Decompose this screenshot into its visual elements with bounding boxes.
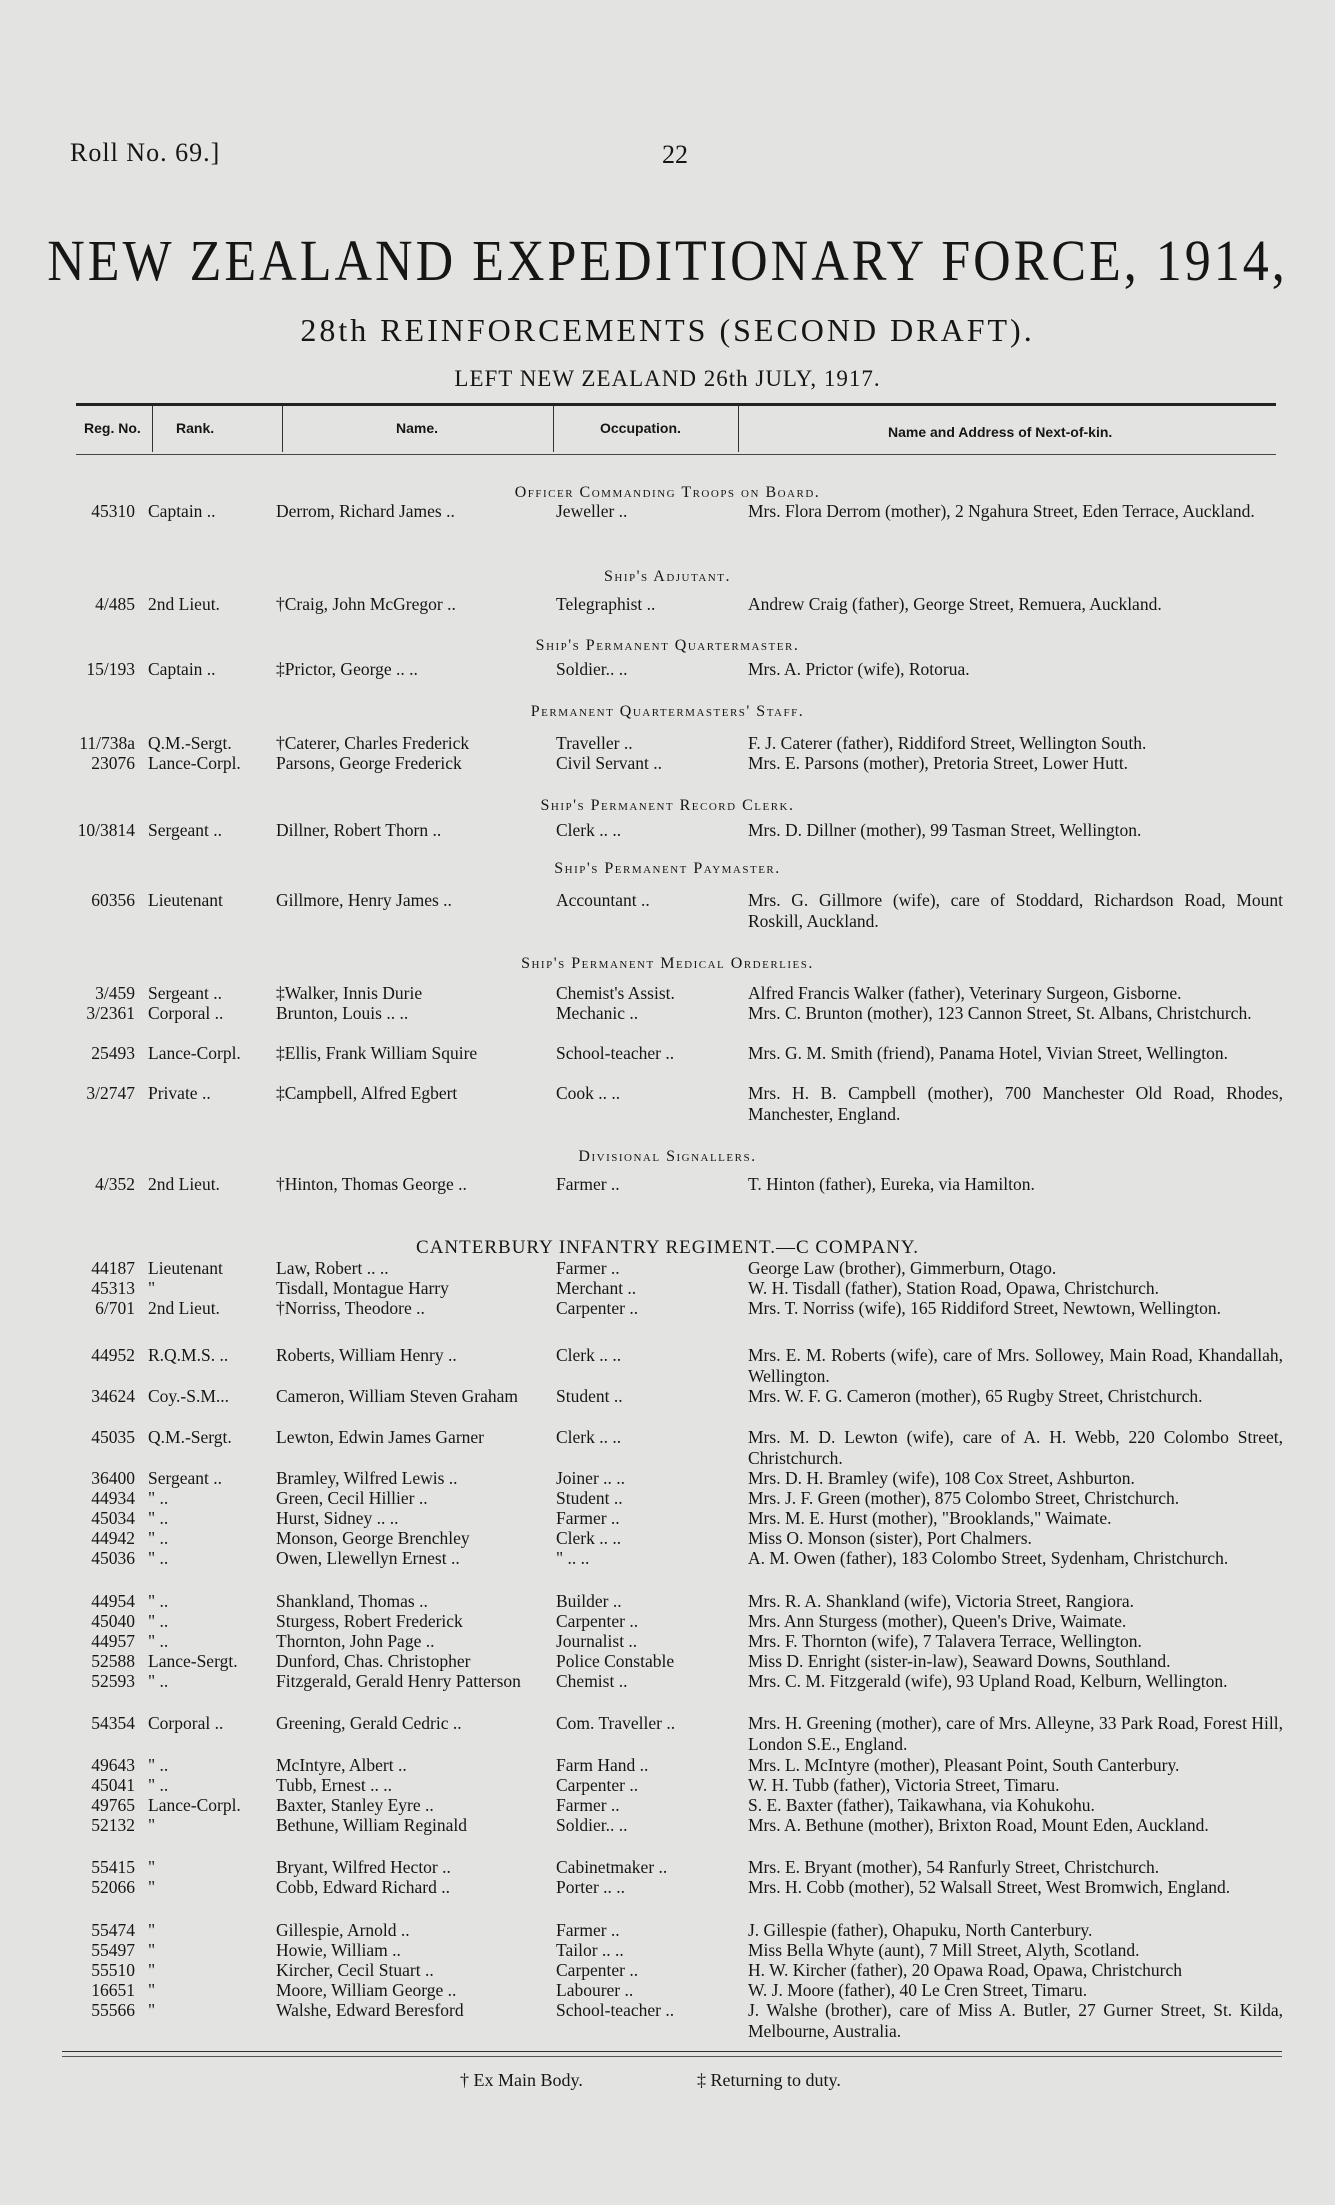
occupation: School-teacher .. (556, 1043, 675, 1063)
rank: " (148, 1960, 156, 1980)
soldier-name: Law, Robert .. .. (276, 1258, 389, 1278)
rank: " (148, 1940, 156, 1960)
page-subtitle: 28th REINFORCEMENTS (SECOND DRAFT). (300, 312, 1035, 348)
reg-number: 52593 (91, 1671, 135, 1691)
next-of-kin: F. J. Caterer (father), Riddiford Street, Wellington South. (748, 733, 1147, 753)
reg-number: 10/3814 (77, 820, 135, 840)
soldier-name: ‡Prictor, George .. .. (276, 659, 418, 679)
next-of-kin: W. H. Tubb (father), Victoria Street, Timaru. (748, 1775, 1060, 1795)
rank: " .. (148, 1611, 169, 1631)
reg-number: 55566 (91, 2000, 135, 2020)
reg-number: 6/701 (95, 1298, 135, 1318)
rank: Lieutenant (148, 890, 223, 910)
reg-number: 49643 (91, 1755, 135, 1775)
next-of-kin: S. E. Baxter (father), Taikawhana, via Kohukohu. (748, 1795, 1095, 1815)
next-of-kin: Mrs. C. M. Fitzgerald (wife), 93 Upland Road, Kelburn, Wellington. (748, 1671, 1228, 1691)
next-of-kin: Mrs. R. A. Shankland (wife), Victoria Street, Rangiora. (748, 1591, 1134, 1611)
occupation: Mechanic .. (556, 1003, 639, 1023)
next-of-kin: Mrs. T. Norriss (wife), 165 Riddiford Street, Newtown, Wellington. (748, 1298, 1221, 1318)
next-of-kin: Mrs. F. Thornton (wife), 7 Talavera Terrace, Wellington. (748, 1631, 1142, 1651)
occupation: Student .. (556, 1386, 623, 1406)
soldier-name: Green, Cecil Hillier .. (276, 1488, 428, 1508)
next-of-kin: Mrs. H. Cobb (mother), 52 Walsall Street, West Bromwich, England. (748, 1877, 1231, 1897)
occupation: Farmer .. (556, 1174, 620, 1194)
rank: " .. (148, 1775, 169, 1795)
reg-number: 55497 (91, 1940, 135, 1960)
roll-number: Roll No. 69.] (70, 138, 221, 167)
reg-number: 55474 (91, 1920, 135, 1940)
occupation: Police Constable (556, 1651, 675, 1671)
rank: " .. (148, 1488, 169, 1508)
section-heading: Ship's Permanent Record Clerk. (540, 797, 795, 814)
next-of-kin: Mrs. M. D. Lewton (wife), care of A. H. Webb, 220 Colombo Street, Christchurch. (748, 1427, 1283, 1468)
occupation: Tailor .. .. (556, 1940, 624, 1960)
rank: " (148, 1278, 156, 1298)
departure-date: LEFT NEW ZEALAND 26th JULY, 1917. (454, 366, 881, 391)
rank: Captain .. (148, 659, 216, 679)
header-reg: Reg. No. (84, 420, 141, 436)
occupation: Farmer .. (556, 1508, 620, 1528)
soldier-name: Thornton, John Page .. (276, 1631, 435, 1651)
next-of-kin: T. Hinton (father), Eureka, via Hamilton. (748, 1174, 1035, 1194)
occupation: Farm Hand .. (556, 1755, 649, 1775)
reg-number: 16651 (91, 1980, 135, 2000)
occupation: Jeweller .. (556, 501, 628, 521)
soldier-name: Moore, William George .. (276, 1980, 457, 2000)
rank: " .. (148, 1508, 169, 1528)
soldier-name: †Caterer, Charles Frederick (276, 733, 470, 753)
header-divider (738, 406, 739, 452)
soldier-name: Dunford, Chas. Christopher (276, 1651, 471, 1671)
rank: " (148, 1920, 156, 1940)
reg-number: 44952 (91, 1345, 135, 1365)
header-divider (282, 406, 283, 452)
section-heading: Permanent Quartermasters' Staff. (530, 703, 805, 720)
soldier-name: Walshe, Edward Beresford (276, 2000, 464, 2020)
occupation: " .. .. (556, 1548, 590, 1568)
soldier-name: Tubb, Ernest .. .. (276, 1775, 393, 1795)
reg-number: 25493 (91, 1043, 135, 1063)
soldier-name: Brunton, Louis .. .. (276, 1003, 409, 1023)
soldier-name: ‡Ellis, Frank William Squire (276, 1043, 478, 1063)
rank: " .. (148, 1631, 169, 1651)
rank: " (148, 1857, 156, 1877)
next-of-kin: Miss Bella Whyte (aunt), 7 Mill Street, Alyth, Scotland. (748, 1940, 1140, 1960)
next-of-kin: Miss O. Monson (sister), Port Chalmers. (748, 1528, 1032, 1548)
soldier-name: Derrom, Richard James .. (276, 501, 455, 521)
section-heading: Ship's Adjutant. (604, 568, 731, 585)
occupation: School-teacher .. (556, 2000, 675, 2020)
rank: 2nd Lieut. (148, 594, 220, 614)
reg-number: 3/459 (95, 983, 135, 1003)
occupation: Soldier.. .. (556, 1815, 628, 1835)
reg-number: 4/485 (95, 594, 135, 614)
next-of-kin: Mrs. H. B. Campbell (mother), 700 Manchester Old Road, Rhodes, Manchester, England. (748, 1083, 1283, 1124)
next-of-kin: Alfred Francis Walker (father), Veterinary Surgeon, Gisborne. (748, 983, 1182, 1003)
reg-number: 44934 (91, 1488, 135, 1508)
occupation: Farmer .. (556, 1258, 620, 1278)
occupation: Cabinetmaker .. (556, 1857, 668, 1877)
occupation: Porter .. .. (556, 1877, 626, 1897)
occupation: Clerk .. .. (556, 820, 622, 840)
rank: Private .. (148, 1083, 211, 1103)
legend-returning-to-duty: ‡ Returning to duty. (697, 2070, 841, 2090)
soldier-name: †Craig, John McGregor .. (276, 594, 456, 614)
section-heading: Ship's Permanent Medical Orderlies. (521, 955, 814, 972)
next-of-kin: Mrs. J. F. Green (mother), 875 Colombo Street, Christchurch. (748, 1488, 1180, 1508)
occupation: Telegraphist .. (556, 594, 656, 614)
rank: " .. (148, 1528, 169, 1548)
soldier-name: ‡Walker, Innis Durie (276, 983, 423, 1003)
section-heading: Ship's Permanent Paymaster. (554, 860, 781, 877)
occupation: Builder .. (556, 1591, 622, 1611)
rank: " .. (148, 1548, 169, 1568)
reg-number: 49765 (91, 1795, 135, 1815)
reg-number: 52588 (91, 1651, 135, 1671)
rank: Sergeant .. (148, 820, 223, 840)
soldier-name: Fitzgerald, Gerald Henry Patterson (276, 1671, 521, 1691)
rank: " .. (148, 1671, 169, 1691)
rank: Lieutenant (148, 1258, 223, 1278)
occupation: Farmer .. (556, 1920, 620, 1940)
rank: " .. (148, 1591, 169, 1611)
occupation: Joiner .. .. (556, 1468, 626, 1488)
rank: Corporal .. (148, 1003, 224, 1023)
soldier-name: Cobb, Edward Richard .. (276, 1877, 450, 1897)
section-heading: Officer Commanding Troops on Board. (514, 484, 821, 501)
reg-number: 4/352 (95, 1174, 135, 1194)
next-of-kin: Mrs. H. Greening (mother), care of Mrs. Alleyne, 33 Park Road, Forest Hill, London S.E., England. (748, 1713, 1283, 1754)
soldier-name: Owen, Llewellyn Ernest .. (276, 1548, 460, 1568)
soldier-name: Bryant, Wilfred Hector .. (276, 1857, 451, 1877)
rank: Sergeant .. (148, 983, 223, 1003)
reg-number: 55510 (91, 1960, 135, 1980)
occupation: Com. Traveller .. (556, 1713, 676, 1733)
occupation: Student .. (556, 1488, 623, 1508)
header-rank: Rank. (176, 420, 215, 436)
header-divider (152, 406, 153, 452)
occupation: Clerk .. .. (556, 1427, 622, 1447)
occupation: Labourer .. (556, 1980, 634, 2000)
reg-number: 45313 (91, 1278, 135, 1298)
rank: Q.M.-Sergt. (148, 733, 232, 753)
next-of-kin: Mrs. D. Dillner (mother), 99 Tasman Street, Wellington. (748, 820, 1142, 840)
next-of-kin: H. W. Kircher (father), 20 Opawa Road, Opawa, Christchurch (748, 1960, 1182, 1980)
next-of-kin: W. J. Moore (father), 40 Le Cren Street, Timaru. (748, 1980, 1088, 2000)
reg-number: 45036 (91, 1548, 135, 1568)
occupation: Carpenter .. (556, 1611, 639, 1631)
reg-number: 45041 (91, 1775, 135, 1795)
soldier-name: Bramley, Wilfred Lewis .. (276, 1468, 458, 1488)
reg-number: 34624 (91, 1386, 135, 1406)
occupation: Soldier.. .. (556, 659, 628, 679)
soldier-name: Shankland, Thomas .. (276, 1591, 428, 1611)
occupation: Chemist .. (556, 1671, 628, 1691)
occupation: Clerk .. .. (556, 1345, 622, 1365)
soldier-name: Gillmore, Henry James .. (276, 890, 452, 910)
reg-number: 55415 (91, 1857, 135, 1877)
next-of-kin: Mrs. Ann Sturgess (mother), Queen's Drive, Waimate. (748, 1611, 1127, 1631)
soldier-name: Kircher, Cecil Stuart .. (276, 1960, 434, 1980)
reg-number: 45310 (91, 501, 135, 521)
next-of-kin: Mrs. M. E. Hurst (mother), "Brooklands," Waimate. (748, 1508, 1112, 1528)
soldier-name: Howie, William .. (276, 1940, 401, 1960)
next-of-kin: Mrs. E. Parsons (mother), Pretoria Street, Lower Hutt. (748, 753, 1129, 773)
next-of-kin: George Law (brother), Gimmerburn, Otago. (748, 1258, 1057, 1278)
reg-number: 45034 (91, 1508, 135, 1528)
rank: 2nd Lieut. (148, 1298, 220, 1318)
reg-number: 3/2747 (86, 1083, 135, 1103)
soldier-name: Lewton, Edwin James Garner (276, 1427, 484, 1447)
reg-number: 52132 (91, 1815, 135, 1835)
soldier-name: McIntyre, Albert .. (276, 1755, 407, 1775)
soldier-name: Hurst, Sidney .. .. (276, 1508, 399, 1528)
rank: Lance-Corpl. (148, 753, 241, 773)
occupation: Accountant .. (556, 890, 650, 910)
reg-number: 44187 (91, 1258, 135, 1278)
next-of-kin: Mrs. C. Brunton (mother), 123 Cannon Street, St. Albans, Christchurch. (748, 1003, 1252, 1023)
reg-number: 45040 (91, 1611, 135, 1631)
rank: R.Q.M.S. .. (148, 1345, 229, 1365)
soldier-name: Bethune, William Reginald (276, 1815, 467, 1835)
occupation: Carpenter .. (556, 1298, 639, 1318)
reg-number: 54354 (91, 1713, 135, 1733)
rank: Corporal .. (148, 1713, 224, 1733)
reg-number: 44942 (91, 1528, 135, 1548)
rank: " (148, 1815, 156, 1835)
header-name: Name. (396, 420, 439, 436)
occupation: Journalist .. (556, 1631, 638, 1651)
soldier-name: Gillespie, Arnold .. (276, 1920, 410, 1940)
page-title: NEW ZEALAND EXPEDITIONARY FORCE, 1914, (47, 229, 1288, 294)
rank: " .. (148, 1755, 169, 1775)
next-of-kin: Mrs. G. Gillmore (wife), care of Stoddard, Richardson Road, Mount Roskill, Auckland. (748, 890, 1283, 931)
bottom-rule (62, 2056, 1282, 2057)
occupation: Carpenter .. (556, 1960, 639, 1980)
section-heading: Ship's Permanent Quartermaster. (535, 637, 800, 654)
rank: " (148, 1877, 156, 1897)
rank: " (148, 1980, 156, 2000)
reg-number: 11/738a (79, 733, 135, 753)
section-heading: Divisional Signallers. (578, 1148, 757, 1165)
reg-number: 52066 (91, 1877, 135, 1897)
rank: 2nd Lieut. (148, 1174, 220, 1194)
next-of-kin: A. M. Owen (father), 183 Colombo Street, Sydenham, Christchurch. (748, 1548, 1229, 1568)
soldier-name: Greening, Gerald Cedric .. (276, 1713, 462, 1733)
rank: Coy.-S.M... (148, 1386, 230, 1406)
soldier-name: Roberts, William Henry .. (276, 1345, 457, 1365)
occupation: Merchant .. (556, 1278, 637, 1298)
reg-number: 23076 (91, 753, 135, 773)
next-of-kin: Mrs. W. F. G. Cameron (mother), 65 Rugby Street, Christchurch. (748, 1386, 1203, 1406)
next-of-kin: J. Gillespie (father), Ohapuku, North Canterbury. (748, 1920, 1093, 1940)
soldier-name: Baxter, Stanley Eyre .. (276, 1795, 434, 1815)
page-number: 22 (662, 140, 688, 169)
reg-number: 60356 (91, 890, 135, 910)
reg-number: 44954 (91, 1591, 135, 1611)
next-of-kin: Mrs. E. M. Roberts (wife), care of Mrs. Sollowey, Main Road, Khandallah, Wellington. (748, 1345, 1283, 1386)
reg-number: 45035 (91, 1427, 135, 1447)
header-divider (553, 406, 554, 452)
regiment-heading: CANTERBURY INFANTRY REGIMENT.—C COMPANY. (416, 1237, 919, 1258)
soldier-name: †Hinton, Thomas George .. (276, 1174, 467, 1194)
reg-number: 3/2361 (86, 1003, 135, 1023)
soldier-name: Monson, George Brenchley (276, 1528, 470, 1548)
next-of-kin: Mrs. D. H. Bramley (wife), 108 Cox Street, Ashburton. (748, 1468, 1135, 1488)
soldier-name: Dillner, Robert Thorn .. (276, 820, 442, 840)
rank: Q.M.-Sergt. (148, 1427, 232, 1447)
rank: Lance-Sergt. (148, 1651, 238, 1671)
soldier-name: Cameron, William Steven Graham (276, 1386, 518, 1406)
reg-number: 36400 (91, 1468, 135, 1488)
rank: " (148, 2000, 156, 2020)
occupation: Chemist's Assist. (556, 983, 675, 1003)
occupation: Farmer .. (556, 1795, 620, 1815)
rank: Captain .. (148, 501, 216, 521)
next-of-kin: Mrs. A. Bethune (mother), Brixton Road, Mount Eden, Auckland. (748, 1815, 1209, 1835)
reg-number: 15/193 (86, 659, 135, 679)
next-of-kin: Mrs. A. Prictor (wife), Rotorua. (748, 659, 970, 679)
rank: Lance-Corpl. (148, 1795, 241, 1815)
soldier-name: ‡Campbell, Alfred Egbert (276, 1083, 458, 1103)
occupation: Cook .. .. (556, 1083, 621, 1103)
soldier-name: Parsons, George Frederick (276, 753, 462, 773)
rank: Lance-Corpl. (148, 1043, 241, 1063)
rank: Sergeant .. (148, 1468, 223, 1488)
soldier-name: Tisdall, Montague Harry (276, 1278, 449, 1298)
header-occupation: Occupation. (600, 420, 681, 436)
soldier-name: Sturgess, Robert Frederick (276, 1611, 463, 1631)
next-of-kin: Mrs. E. Bryant (mother), 54 Ranfurly Street, Christchurch. (748, 1857, 1160, 1877)
next-of-kin: Mrs. G. M. Smith (friend), Panama Hotel, Vivian Street, Wellington. (748, 1043, 1229, 1063)
occupation: Civil Servant .. (556, 753, 662, 773)
bottom-rule (62, 2051, 1282, 2052)
occupation: Clerk .. .. (556, 1528, 622, 1548)
next-of-kin: Mrs. Flora Derrom (mother), 2 Ngahura Street, Eden Terrace, Auckland. (748, 501, 1255, 521)
next-of-kin: J. Walshe (brother), care of Miss A. Butler, 27 Gurner Street, St. Kilda, Melbourne, Australia. (748, 2000, 1283, 2041)
reg-number: 44957 (91, 1631, 135, 1651)
next-of-kin: W. H. Tisdall (father), Station Road, Opawa, Christchurch. (748, 1278, 1160, 1298)
header-nok: Name and Address of Next-of-kin. (888, 424, 1113, 440)
occupation: Traveller .. (556, 733, 633, 753)
next-of-kin: Mrs. L. McIntyre (mother), Pleasant Point, South Canterbury. (748, 1755, 1180, 1775)
occupation: Carpenter .. (556, 1775, 639, 1795)
next-of-kin: Miss D. Enright (sister-in-law), Seaward Downs, Southland. (748, 1651, 1171, 1671)
legend-ex-main-body: † Ex Main Body. (460, 2070, 583, 2090)
column-header (76, 403, 1276, 455)
soldier-name: †Norriss, Theodore .. (276, 1298, 425, 1318)
next-of-kin: Andrew Craig (father), George Street, Remuera, Auckland. (748, 594, 1162, 614)
